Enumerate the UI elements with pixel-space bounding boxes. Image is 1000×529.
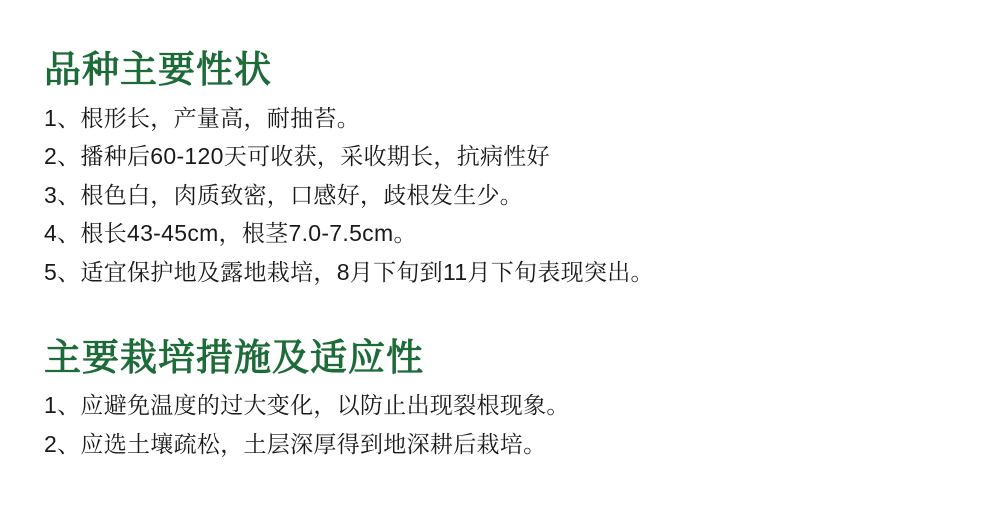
trait-list [44, 99, 1000, 292]
list-item: 1、根形长，产量高，耐抽苔。 [44, 104, 360, 131]
section-variety-traits [44, 48, 1000, 292]
section-heading: 主要栽培措施及适应性 [44, 334, 424, 379]
list-item: 2、播种后60-120天可收获，采收期长，抗病性好 [44, 143, 550, 170]
list-item: 1、应避免温度的过大变化，以防止出现裂根现象。 [44, 392, 570, 419]
section-cultivation-measures [44, 336, 1000, 464]
section-heading: 品种主要性状 [44, 47, 272, 91]
cultivation-list [44, 386, 1000, 463]
list-item: 5、适宜保护地及露地栽培，8月下旬到11月下旬表现突出。 [44, 259, 654, 286]
list-item: 4、根长43-45cm，根茎7.0-7.5cm。 [44, 220, 417, 247]
list-item: 2、应选土壤疏松，土层深厚得到地深耕后栽培。 [44, 430, 547, 457]
list-item: 3、根色白，肉质致密，口感好，歧根发生少。 [44, 181, 524, 208]
